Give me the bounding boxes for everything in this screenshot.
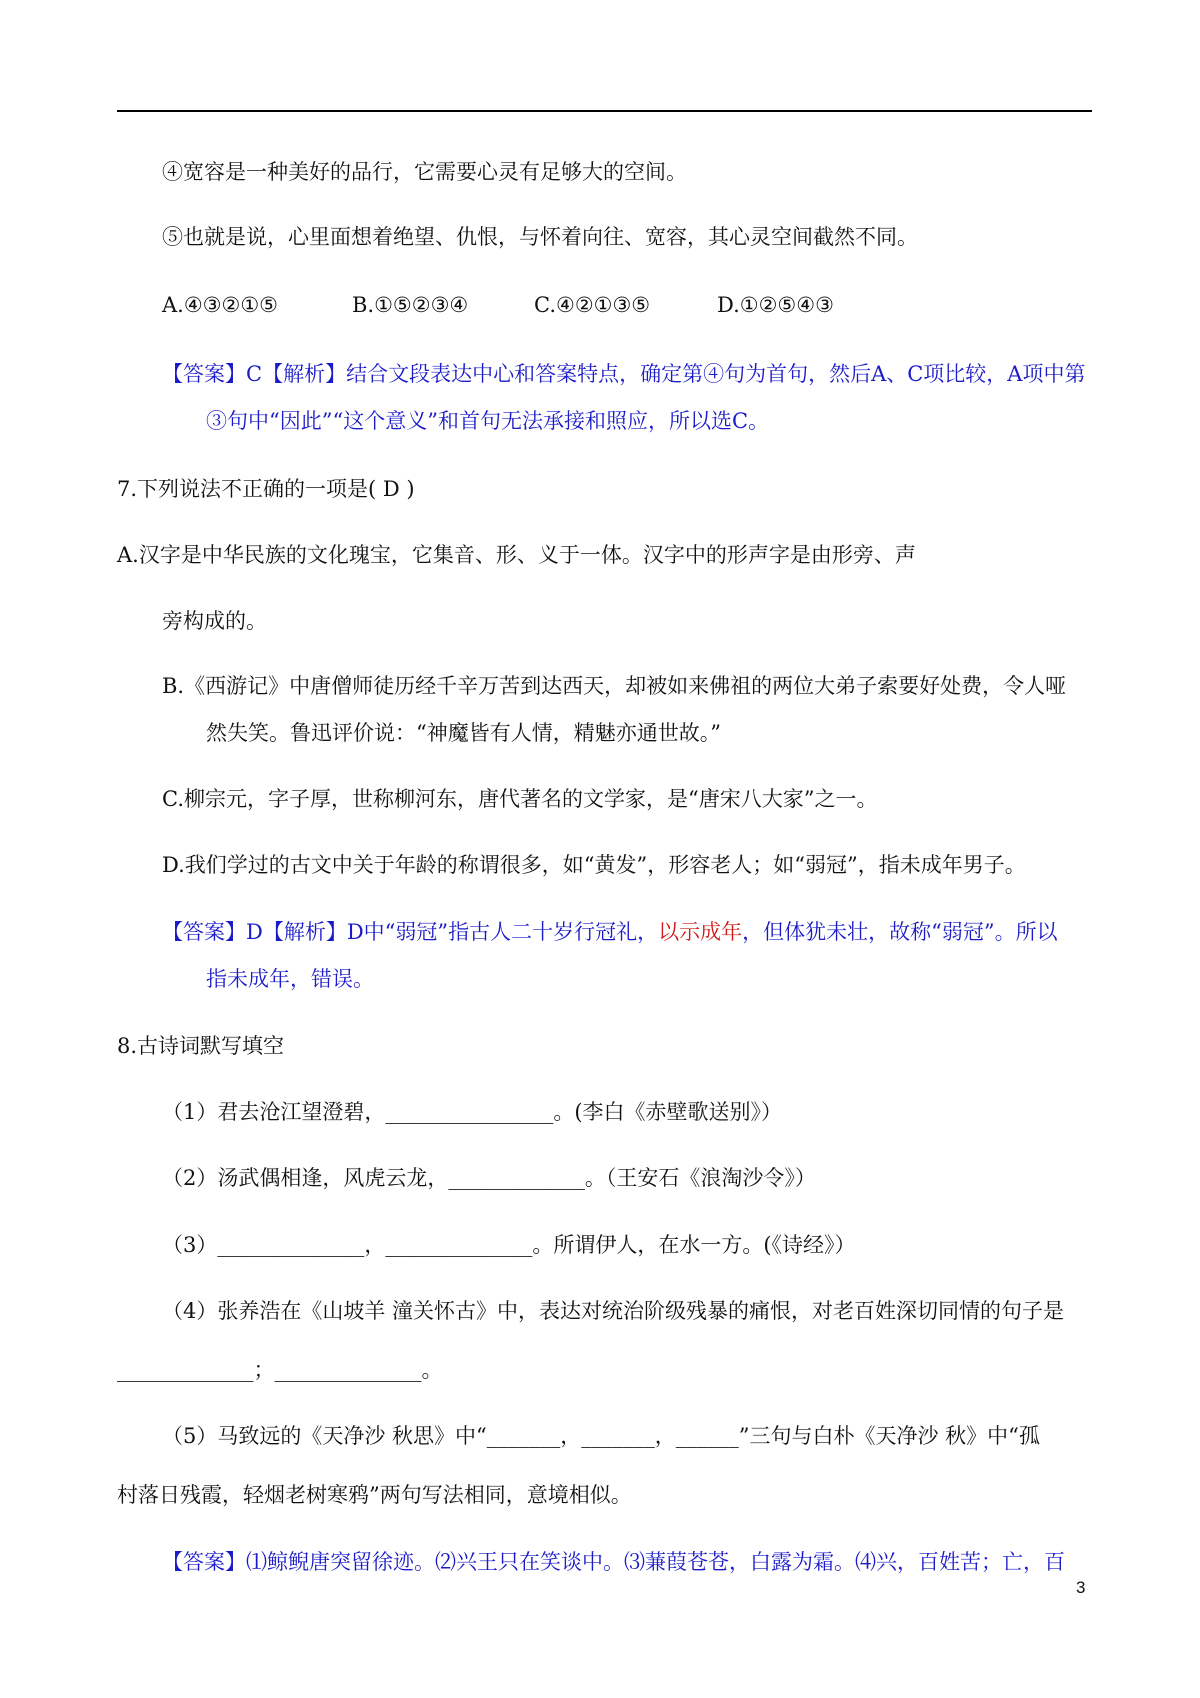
q8-item-5-continued: 村落日残霞，轻烟老树寒鸦”两句写法相同，意境相似。 <box>117 1483 632 1507</box>
q8-item-5: （5）马致远的《天净沙 秋思》中“_______，_______，______”三句与白朴《天净沙 秋》中“孤 <box>162 1424 1040 1448</box>
q6-sentence-4: ④宽容是一种美好的品行，它需要心灵有足够大的空间。 <box>162 160 687 184</box>
q7-option-b: B.《西游记》中唐僧师徒历经千辛万苦到达西天，却被如来佛祖的两位大弟子索要好处费，令人哑 <box>162 674 1067 698</box>
q6-option-c: C.④②①③⑤ <box>534 293 651 317</box>
analysis-tag: 【解析】 <box>262 920 347 944</box>
q8-stem: 8.古诗词默写填空 <box>117 1034 285 1058</box>
q6-sentence-5: ⑤也就是说，心里面想着绝望、仇恨，与怀着向往、宽容，其心灵空间截然不同。 <box>162 225 918 249</box>
q7-option-a: A.汉字是中华民族的文化瑰宝，它集音、形、义于一体。汉字中的形声字是由形旁、声 <box>117 543 916 567</box>
page-number: 3 <box>1076 1578 1086 1597</box>
analysis-tag: 【解析】 <box>262 362 347 386</box>
q7-option-b-continued: 然失笑。鲁迅评价说：“神魔皆有人情，精魅亦通世故。” <box>206 721 721 745</box>
header-rule <box>117 110 1092 112</box>
analysis-text: 结合文段表达中心和答案特点，确定第④句为首句，然后A、C项比较，A项中第 <box>346 362 1086 386</box>
q8-item-4-blanks: _____________；______________。 <box>117 1358 443 1382</box>
q6-analysis-continued: ③句中“因此”“这个意义”和首句无法承接和照应，所以选C。 <box>206 409 770 433</box>
answer-value: D <box>246 920 263 944</box>
q7-option-d: D.我们学过的古文中关于年龄的称谓很多，如“黄发”，形容老人；如“弱冠”，指未成年男子。 <box>162 853 1026 877</box>
q8-item-2: （2）汤武偶相逢，风虎云龙，_____________。（王安石《浪淘沙令》） <box>162 1166 816 1190</box>
analysis-highlight: 以示成年 <box>658 920 743 944</box>
answer-value: C <box>246 362 263 386</box>
q8-item-4: （4）张养浩在《山坡羊 潼关怀古》中，表达对统治阶级残暴的痛恨，对老百姓深切同情的句子是 <box>162 1299 1065 1323</box>
q8-item-3: （3）______________，______________。所谓伊人，在水一方。(《诗经》） <box>162 1233 856 1257</box>
q7-option-a-continued: 旁构成的。 <box>162 609 267 633</box>
q7-analysis-continued: 指未成年，错误。 <box>206 967 374 991</box>
q6-option-a: A.④③②①⑤ <box>162 293 278 317</box>
analysis-text: D中“弱冠”指古人二十岁行冠礼， <box>346 920 659 944</box>
q7-answer <box>162 917 1058 947</box>
q6-answer <box>162 359 1085 389</box>
analysis-text-rest: ，但体犹未壮，故称“弱冠”。所以 <box>742 920 1058 944</box>
q8-answer <box>162 1547 1065 1577</box>
q6-option-d: D.①②⑤④③ <box>717 293 834 317</box>
answer-text: ⑴鲸鲵唐突留徐迹。⑵兴王只在笑谈中。⑶蒹葭苍苍，白露为霜。⑷兴，百姓苦；亡，百 <box>246 1550 1065 1574</box>
answer-tag: 【答案】 <box>162 920 246 944</box>
q7-option-c: C.柳宗元，字子厚，世称柳河东，唐代著名的文学家，是“唐宋八大家”之一。 <box>162 787 878 811</box>
q7-stem: 7.下列说法不正确的一项是( D ) <box>117 477 415 501</box>
answer-tag: 【答案】 <box>162 362 246 386</box>
answer-tag: 【答案】 <box>162 1550 246 1574</box>
q6-option-b: B.①⑤②③④ <box>352 293 469 317</box>
q8-item-1: （1）君去沧江望澄碧，________________。(李白《赤壁歌送别》） <box>162 1100 783 1124</box>
